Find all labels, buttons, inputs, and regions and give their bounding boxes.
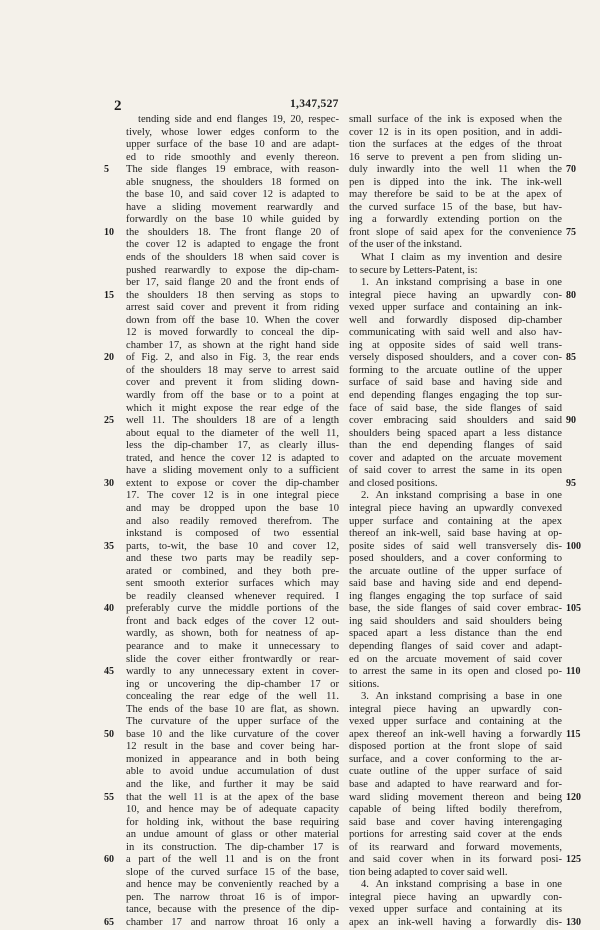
text-line: to secure by Letters-Patent, is: <box>349 264 478 276</box>
text-line: base, the side flanges of said cover embrac- <box>349 603 562 615</box>
text-line: integral piece having an upwardly con- <box>349 891 562 903</box>
text-line: forwardly on the base 10 while guided by <box>126 214 339 226</box>
text-line: be readily cleansed whenever required. I <box>126 590 339 602</box>
text-line: tending side and end flanges 19, 20, respec- <box>138 114 339 125</box>
text-line: 12 is moved forwardly to conceal the dip- <box>126 327 339 339</box>
page-number: 2 <box>114 98 122 114</box>
text-line: and the like, and further it may be said <box>126 778 339 790</box>
line-number-marker: 30 <box>104 477 114 489</box>
text-line: extent to expose or cover the dip-chamber <box>126 477 339 489</box>
text-line: parts, to-wit, the base 10 and cover 12, <box>126 540 339 552</box>
text-line: to arrest the same in its open and closed po- <box>349 666 562 678</box>
text-line: end depending flanges engaging the top sur- <box>349 390 562 402</box>
text-line: about equal to the diameter of the well 11, <box>126 427 339 439</box>
text-line: portions for arresting said cover at the ends <box>349 829 562 841</box>
text-line: of Fig. 2, and also in Fig. 3, the rear ends <box>126 352 339 364</box>
text-line: of its rearward and forward movements, <box>349 841 562 853</box>
text-line: may therefore be said to be at the apex of <box>349 189 562 201</box>
text-line: base 10 and the like curvature of the cover <box>126 728 339 740</box>
line-number-marker: 10 <box>104 226 114 238</box>
text-line: sitions. <box>349 678 380 690</box>
text-line: The side flanges 19 embrace, with reason- <box>126 164 339 176</box>
text-line: upper surface and containing at the apex <box>349 515 562 527</box>
line-number-marker: 80 <box>566 289 576 301</box>
text-line: 10, and hence may be of adequate capacity <box>126 804 339 816</box>
text-line: the shoulders 18 then serving as stops to <box>126 289 339 301</box>
text-line: the shoulders 18. The front flange 20 of <box>126 226 339 238</box>
line-number-marker: 90 <box>566 415 576 427</box>
line-number-marker: 105 <box>566 603 581 615</box>
text-line: The ends of the base 10 are flat, as shown. <box>126 703 339 715</box>
text-line: forming to the arcuate outline of the upper <box>349 364 562 376</box>
text-line: ends of the shoulders 18 when said cover is <box>126 252 339 264</box>
text-line: capable of being lifted bodily therefrom, <box>349 804 562 816</box>
text-line: The curvature of the upper surface of the <box>126 716 339 728</box>
text-line: preferably curve the middle portions of the <box>126 603 339 615</box>
text-line: of said cover to arrest the same in its open <box>349 465 562 477</box>
line-number-marker: 60 <box>104 854 114 866</box>
text-line: pushed rearwardly to expose the dip-cham- <box>126 264 339 276</box>
text-line: and hence may be conveniently reached by a <box>126 879 339 891</box>
line-number-marker: 45 <box>104 666 114 678</box>
text-line: integral piece having an upwardly con- <box>349 703 562 715</box>
text-line: ber 17, said flange 20 and the front ends of <box>126 277 339 289</box>
text-line: ing flanges engaging the top surface of said <box>349 590 562 602</box>
line-number-marker: 70 <box>566 164 576 176</box>
text-line: integral piece having an upwardly con- <box>349 289 562 301</box>
text-line: face of said base, the side flanges of said <box>349 402 562 414</box>
text-line: and may be dropped upon the base 10 <box>126 502 339 514</box>
text-line: a part of the well 11 and is on the front <box>126 854 339 866</box>
text-line: cover 12 is in its open position, and in addi- <box>349 126 562 138</box>
text-line: inkstand is composed of two essential <box>126 528 339 540</box>
text-line: well and forwardly disposed dip-chamber <box>349 314 562 326</box>
text-line: cover and prevent it from sliding down- <box>126 377 339 389</box>
text-line: the curved surface 15 of the base, but hav- <box>349 201 562 213</box>
line-number-marker: 15 <box>104 289 114 301</box>
text-line: 4. An inkstand comprising a base in one <box>361 879 562 891</box>
line-number-marker: 25 <box>104 415 114 427</box>
text-line: tion the surfaces at the edges of the throat <box>349 139 562 151</box>
text-line: tance, because with the presence of the dip- <box>126 904 339 916</box>
text-line: upper surface of the base 10 and are adapt- <box>126 139 339 151</box>
text-line: wardly to any unnecessary extent in cover- <box>126 666 339 678</box>
text-line: of the shoulders 18 may serve to arrest said <box>126 364 339 376</box>
line-number-marker: 95 <box>566 477 576 489</box>
text-line: trated, and hence the cover 12 is adapted to <box>126 452 339 464</box>
text-line: and these two parts may be readily sep- <box>126 553 339 565</box>
text-line: sent smooth exterior surfaces which may <box>126 578 339 590</box>
line-number-marker: 120 <box>566 791 581 803</box>
text-line: tion being adapted to cover said well. <box>349 866 508 878</box>
text-line: communicating with said well and also hav- <box>349 327 562 339</box>
text-line: vexed upper surface and containing an ink- <box>349 302 562 314</box>
text-line: pearance and to make it unnecessary to <box>126 640 339 652</box>
text-line: disposed portion at the front slope of said <box>349 741 562 753</box>
text-line: 12 result in the base and cover being har- <box>126 741 339 753</box>
text-line: able snugness, the shoulders 18 formed on <box>126 176 339 188</box>
line-number-marker: 55 <box>104 791 114 803</box>
text-line: cuate outline of the upper surface of said <box>349 766 562 778</box>
text-line: arated or combined, and they both pre- <box>126 565 339 577</box>
text-line: pen is dipped into the ink. The ink-well <box>349 176 562 188</box>
text-line: 1. An inkstand comprising a base in one <box>361 277 562 289</box>
text-line: What I claim as my invention and desire <box>361 252 562 264</box>
line-number-marker: 40 <box>104 603 114 615</box>
text-line: have a sliding movement rearwardly and <box>126 201 339 213</box>
text-line: duly inwardly into the well 11 when the <box>349 164 562 176</box>
text-line: wardly, as shown, both for neatness of ap- <box>126 628 339 640</box>
text-line: concealing the rear edge of the well 11. <box>126 691 339 703</box>
text-line: surface, and a cover conforming to the ar- <box>349 753 562 765</box>
text-line: thereof an ink-well, said base having at op- <box>349 528 562 540</box>
line-number-marker: 85 <box>566 352 576 364</box>
text-line: for holding ink, without the base requiring <box>126 816 339 828</box>
text-line: the base 10, and said cover 12 is adapted to <box>126 189 339 201</box>
text-line: tively, whose lower edges conform to the <box>126 126 339 138</box>
text-line: the cover 12 is adapted to engage the front <box>126 239 339 251</box>
text-line: 3. An inkstand comprising a base in one <box>361 691 562 703</box>
text-line: 17. The cover 12 is in one integral piece <box>126 490 339 502</box>
text-line: 2. An inkstand comprising a base in one <box>361 490 562 502</box>
line-number-marker: 115 <box>566 728 581 740</box>
text-line: spaced apart a less distance than the end <box>349 628 562 640</box>
text-line: front and back edges of the cover 12 out- <box>126 615 339 627</box>
text-line: integral piece having an upwardly convexed <box>349 502 562 514</box>
line-number-marker: 50 <box>104 728 114 740</box>
text-line: chamber 17, as shown at the right hand side <box>126 339 339 351</box>
line-number-marker: 75 <box>566 226 576 238</box>
text-line: vexed upper surface and containing at its <box>349 904 562 916</box>
text-line: the arcuate outline of the upper surface of <box>349 565 562 577</box>
text-line: posite sides of said well transversely dis- <box>349 540 562 552</box>
text-line: and said cover when in its forward posi- <box>349 854 562 866</box>
text-line: apex an ink-well having a forwardly dis- <box>349 917 562 928</box>
text-line: have a sliding movement only to a sufficient <box>126 465 339 477</box>
line-number-marker: 20 <box>104 352 114 364</box>
text-line: down from off the base 10. When the cover <box>126 314 339 326</box>
text-line: 16 serve to prevent a pen from sliding un- <box>349 151 562 163</box>
text-line: arrest said cover and prevent it from riding <box>126 302 339 314</box>
left-text-column <box>126 114 339 930</box>
text-line: ing or uncovering the dip-chamber 17 or <box>126 678 339 690</box>
text-line: able to avoid undue accumulation of dust <box>126 766 339 778</box>
text-line: and closed positions. <box>349 477 438 489</box>
text-line: apex thereof an ink-well having a forwardly <box>349 728 562 740</box>
text-line: front slope of said apex for the convenience <box>349 226 562 238</box>
text-line: that the well 11 is at the apex of the base <box>126 791 339 803</box>
text-line: slide the cover either frontwardly or rear- <box>126 653 339 665</box>
text-line: cover and adapted on the arcuate movement <box>349 452 562 464</box>
text-line: chamber 17 and narrow throat 16 only a <box>126 917 339 928</box>
text-line: of the user of the inkstand. <box>349 239 462 251</box>
text-line: monized in appearance and in both being <box>126 753 339 765</box>
text-line: surface of said base and having side and <box>349 377 562 389</box>
text-line: said base and having side and end depend- <box>349 578 562 590</box>
line-number-marker: 130 <box>566 917 581 929</box>
text-line: slope of the curved surface 15 of the base, <box>126 866 339 878</box>
text-line: base and adapted to have rearward and for- <box>349 778 562 790</box>
line-number-marker: 110 <box>566 666 581 678</box>
patent-number: 1,347,527 <box>290 98 339 110</box>
text-line: ing at opposite sides of said well trans- <box>349 339 562 351</box>
text-line: than the end depending flanges of said <box>349 440 562 452</box>
line-number-marker: 5 <box>104 164 109 176</box>
line-number-marker: 35 <box>104 540 114 552</box>
text-line: said base and cover having interengaging <box>349 816 562 828</box>
text-line: well 11. The shoulders 18 are of a length <box>126 415 339 427</box>
text-line: vexed upper surface and containing at the <box>349 716 562 728</box>
right-text-column <box>349 114 562 930</box>
text-line: which it might expose the rear edge of the <box>126 402 339 414</box>
text-line: cover embracing said shoulders and said <box>349 415 562 427</box>
text-line: shoulders being spaced apart a less distance <box>349 427 562 439</box>
text-line: wardly from off the base or to a point at <box>126 390 339 402</box>
text-line: in its construction. The dip-chamber 17 is <box>126 841 339 853</box>
line-number-marker: 125 <box>566 854 581 866</box>
text-line: an undue amount of glass or other material <box>126 829 339 841</box>
text-line: less the dip-chamber 17, as clearly illus- <box>126 440 339 452</box>
text-line: posed shoulders, and a cover conforming to <box>349 553 562 565</box>
line-number-marker: 65 <box>104 917 114 929</box>
text-line: ing a forwardly extending portion on the <box>349 214 562 226</box>
text-line: ward sliding movement thereon and being <box>349 791 562 803</box>
text-line: ed to ride smoothly and evenly thereon. <box>126 151 339 163</box>
text-line: small surface of the ink is exposed when the <box>349 114 562 125</box>
text-line: versely disposed shoulders, and a cover con- <box>349 352 562 364</box>
text-line: and also readily removed therefrom. The <box>126 515 339 527</box>
line-number-marker: 100 <box>566 540 581 552</box>
text-line: pen. The narrow throat 16 is of impor- <box>126 891 339 903</box>
text-line: depending flanges of said cover and adapt- <box>349 640 562 652</box>
text-line: ed on the arcuate movement of said cover <box>349 653 562 665</box>
text-line: ing said shoulders and said shoulders being <box>349 615 562 627</box>
